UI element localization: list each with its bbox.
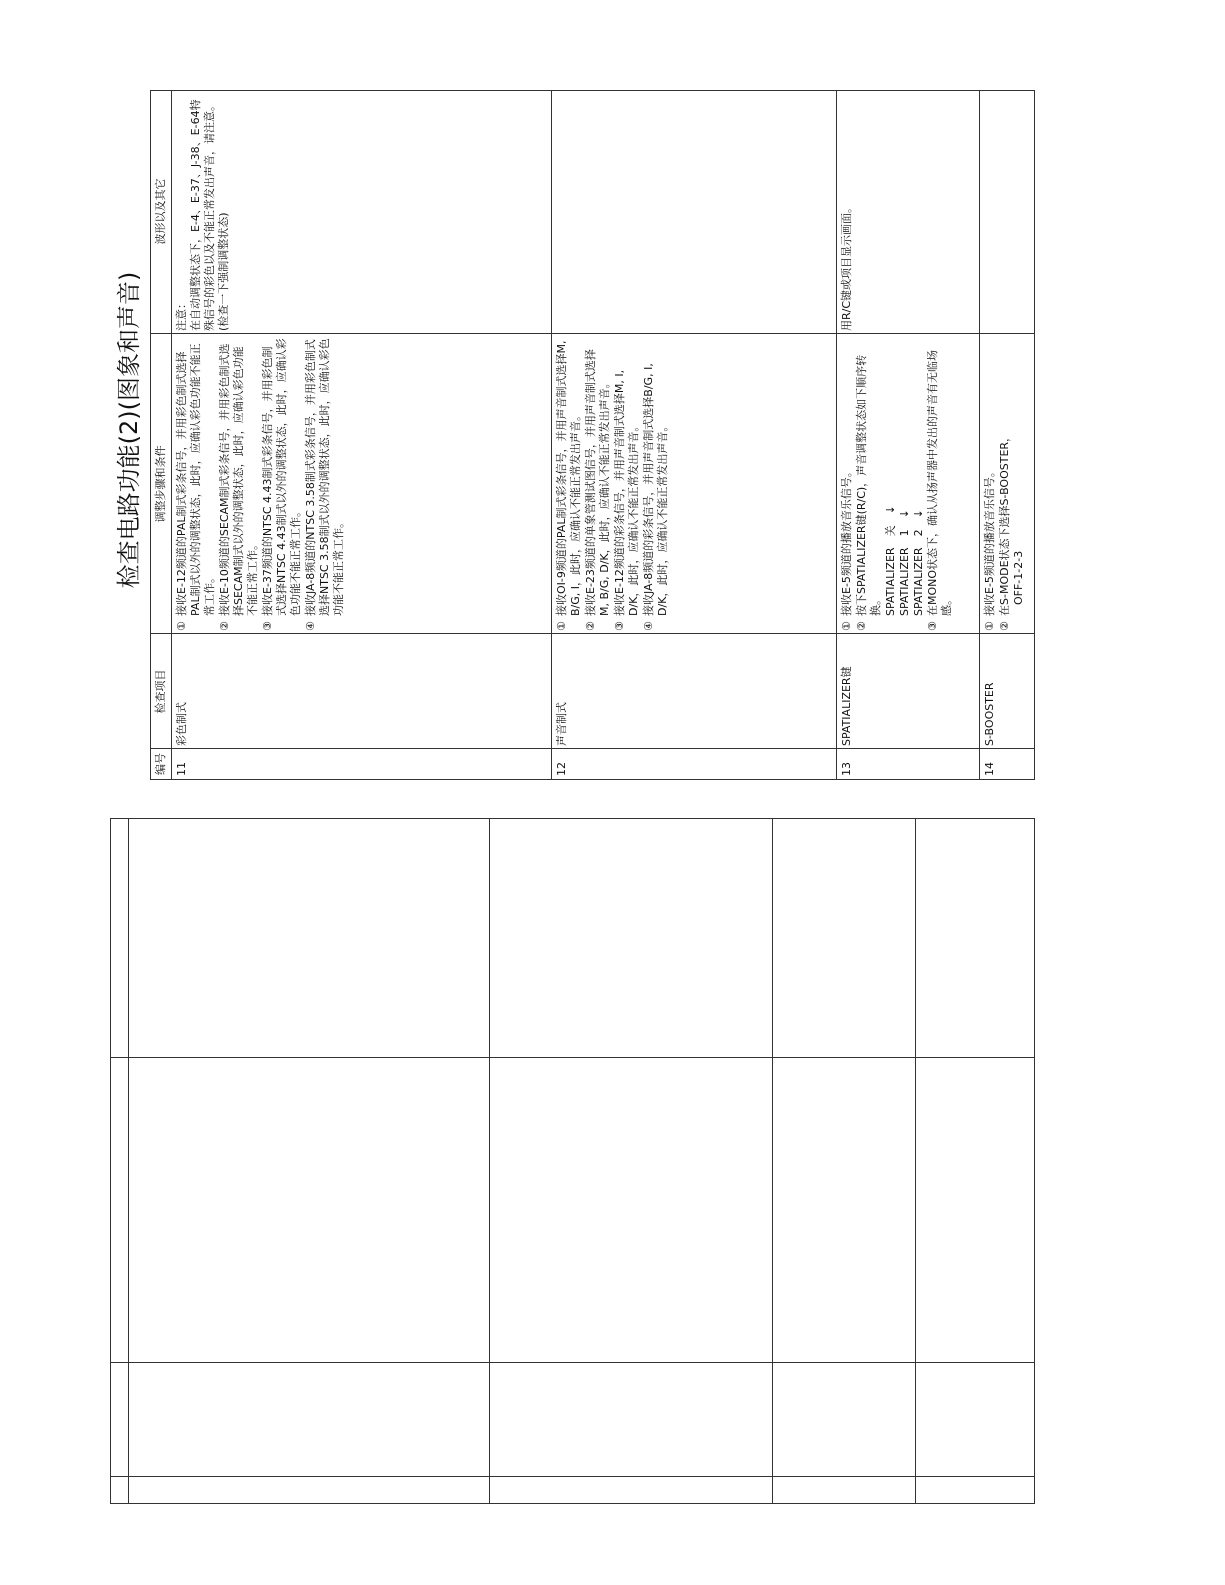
table-row bbox=[836, 91, 979, 779]
row-steps bbox=[551, 334, 675, 634]
sequence-line: SPATIALIZER 1 ↓ bbox=[898, 509, 911, 616]
page-title: 检查电路功能(2)(图象和声音) bbox=[115, 271, 143, 589]
row-item: 声音制式 bbox=[555, 702, 568, 746]
row-note: 用R/C键或项目显示画面。 bbox=[840, 201, 853, 331]
row-note bbox=[979, 89, 987, 334]
header-no: 编号 bbox=[154, 753, 167, 775]
step: ② 按下SPATIALIZER键(R/C)，声音调整状态如下顺序转换。 bbox=[855, 354, 882, 631]
step: ① 接收OI-9频道的PAL制式彩条信号，并用声音制式选择M, B/G, I，此时，应确认不能正常发出声音。 bbox=[555, 337, 582, 631]
step: ④ 接收JA-8频道的彩条信号，并用声音制式选择B/G, I, D/K，此时，应确认不能正常发出声音。 bbox=[642, 359, 669, 631]
step: ① 接收E-12频道的PAL制式彩条信号，并用彩色制式选择PAL制式以外的调整状态，此时，应确认彩色功能不能正常工作。 bbox=[175, 343, 216, 631]
grid-hline bbox=[111, 1057, 1034, 1058]
step: ③ 接收E-12频道的彩条信号，并用声音制式选择M, I, D/K，此时，应确认不能正常发出声音。 bbox=[613, 366, 640, 631]
row-note bbox=[551, 89, 559, 334]
header-item: 检查项目 bbox=[154, 669, 167, 714]
step: ③ 接收E-37频道的NTSC 4.43制式彩条信号，并用彩色制式选择NTSC 4.43制式以外的调整状态，此时，应确认彩色功能不能正常工作。 bbox=[261, 338, 302, 631]
row-number: 13 bbox=[840, 762, 853, 776]
step: ② 接收E-23频道的单象管测试图信号，并用声音制式选择M, B/G, D/K，此时，应确认不能正常发出声音。 bbox=[584, 349, 611, 631]
step: ① 接收E-5频道的播放音乐信号。 bbox=[840, 466, 853, 631]
grid-hline bbox=[111, 1476, 1034, 1477]
rotated-content bbox=[110, 80, 1040, 780]
grid-vline bbox=[489, 819, 490, 1503]
row-steps bbox=[171, 334, 351, 634]
check-table bbox=[150, 90, 1035, 780]
grid-vline bbox=[128, 819, 129, 1503]
sequence-line: SPATIALIZER 2 ↓ bbox=[912, 509, 925, 616]
table-row bbox=[979, 91, 1034, 779]
row-item: S-BOOSTER bbox=[983, 682, 996, 746]
table-row bbox=[171, 91, 551, 779]
empty-table-grid bbox=[110, 818, 1035, 1504]
step: ③ 在MONO状态下，确认从扬声器中发出的声音有无临场感。 bbox=[926, 349, 953, 631]
row-item: SPATIALIZER键 bbox=[840, 666, 853, 746]
grid-vline bbox=[772, 819, 773, 1503]
grid-hline bbox=[111, 1362, 1034, 1363]
row-steps bbox=[836, 334, 959, 634]
table-header bbox=[151, 91, 172, 779]
step: ④ 接收JA-8频道的NTSC 3.58制式彩条信号，并用彩色制式选择NTSC 3.58制式以外的调整状态，此时，应确认彩色功能不能正常工作。 bbox=[304, 338, 345, 631]
table-row bbox=[551, 91, 836, 779]
grid-vline bbox=[915, 819, 916, 1503]
row-number: 14 bbox=[983, 762, 996, 776]
row-number: 11 bbox=[175, 762, 188, 776]
row-note: 注意： 在自动调整状态下，E-4、E-37、J-38、E-64特殊信号的彩色以及不能正常发出声音，请注意。(检查一下强制调整状态) bbox=[175, 99, 230, 331]
header-notes: 波形以及其它 bbox=[154, 178, 167, 245]
header-steps: 调整步骤和条件 bbox=[154, 445, 167, 523]
step: ② 接收E-10频道的SECAM制式彩条信号，并用彩色制式选择SECAM制式以外的调整状态，此时，应确认彩色功能不能正常工作。 bbox=[218, 343, 259, 631]
row-number: 12 bbox=[555, 762, 568, 776]
step: ① 接收E-5频道的播放音乐信号。 bbox=[983, 466, 996, 631]
row-item: 彩色制式 bbox=[175, 702, 188, 746]
sequence-line: SPATIALIZER 关 ↓ bbox=[884, 505, 897, 616]
step: ② 在S-MODE状态下选择S-BOOSTER， OFF-1-2-3 bbox=[998, 430, 1025, 631]
row-steps bbox=[979, 334, 1031, 634]
